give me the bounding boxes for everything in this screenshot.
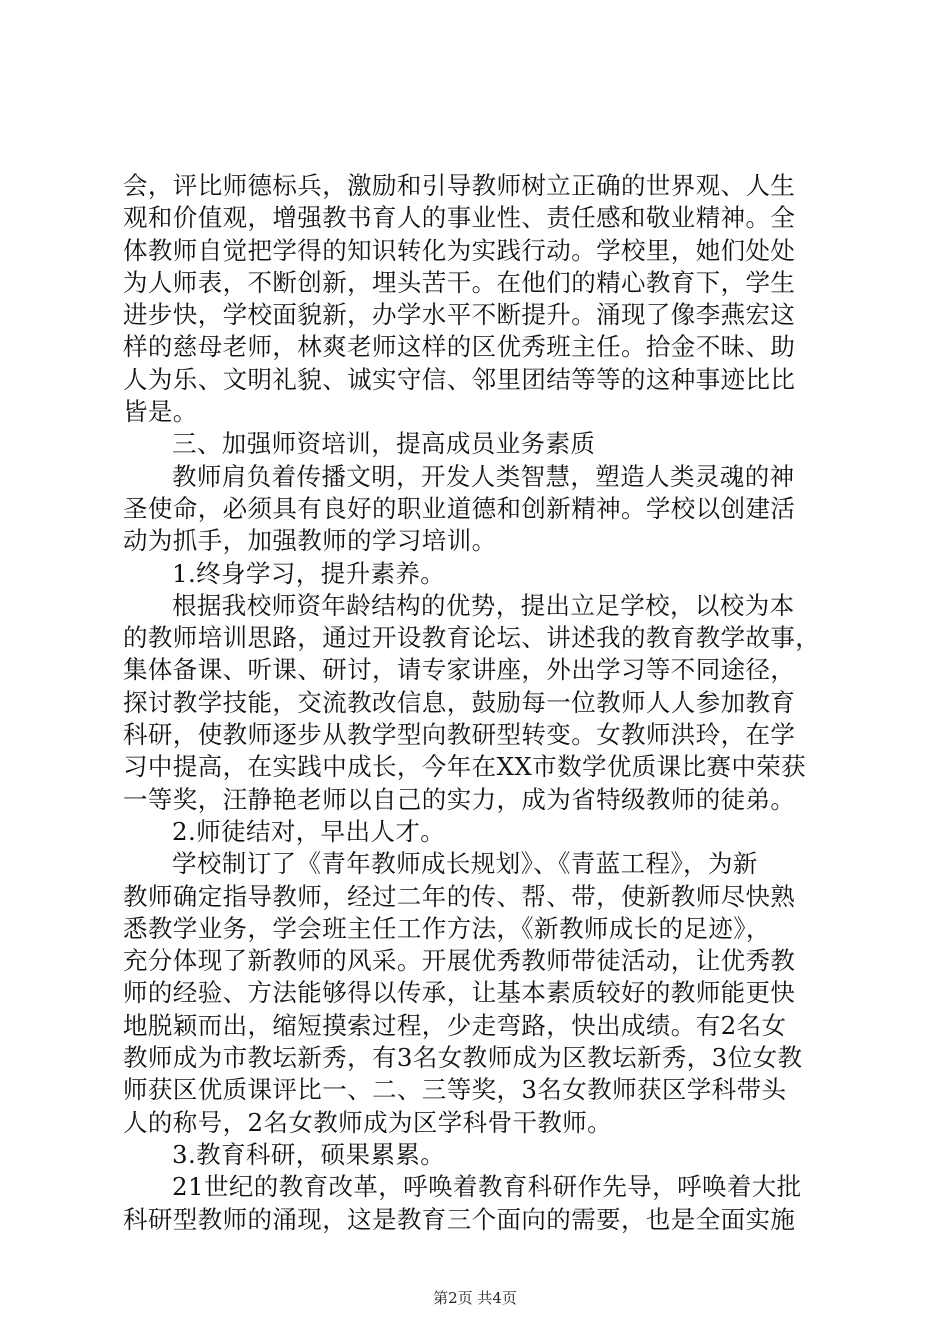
text-line: 的教师培训思路，通过开设教育论坛、讲述我的教育教学故事， (123, 623, 821, 653)
text-line: 习中提高，在实践中成长，今年在XX市数学优质课比赛中荣获 (123, 752, 807, 782)
text-line: 圣使命，必须具有良好的职业道德和创新精神。学校以创建活 (123, 493, 796, 523)
text-line: 进步快，学校面貌新，办学水平不断提升。涌现了像李燕宏这 (123, 300, 796, 330)
document-body (123, 170, 835, 1236)
text-line: 人的称号，2名女教师成为区学科骨干教师。 (123, 1107, 613, 1137)
subsection-heading: 2.师徒结对，早出人才。 (172, 816, 446, 846)
text-line: 教师成为市教坛新秀，有3名女教师成为区教坛新秀，3位女教 (123, 1043, 803, 1073)
text-line: 科研型教师的涌现，这是教育三个面向的需要，也是全面实施 (123, 1204, 796, 1234)
section-heading: 三、加强师资培训，提高成员业务素质 (172, 429, 596, 459)
text-line: 地脱颖而出，缩短摸索过程，少走弯路，快出成绩。有2名女 (123, 1010, 787, 1040)
text-line: 会，评比师德标兵，激励和引导教师树立正确的世界观、人生 (123, 171, 796, 200)
text-line: 师获区优质课评比一、二、三等奖，3名女教师获区学科带头 (123, 1075, 787, 1105)
text-line: 为人师表，不断创新，埋头苦干。在他们的精心教育下，学生 (123, 267, 796, 297)
paragraph-start-line: 21世纪的教育改革，呼唤着教育科研作先导，呼唤着大批 (172, 1172, 802, 1202)
subsection-heading: 1.终身学习，提升素养。 (172, 558, 446, 588)
text-line: 探讨教学技能，交流教改信息，鼓励每一位教师人人参加教育 (123, 687, 796, 717)
text-line: 充分体现了新教师的风采。开展优秀教师带徒活动，让优秀教 (123, 946, 796, 976)
text-line: 一等奖，汪静艳老师以自己的实力，成为省特级教师的徒弟。 (123, 784, 796, 814)
paragraph-start-line: 根据我校师资年龄结构的优势，提出立足学校，以校为本 (172, 590, 795, 620)
page-footer: 第2页 共4页 (433, 1289, 517, 1307)
text-line: 集体备课、听课、研讨，请专家讲座，外出学习等不同途径， (123, 655, 796, 685)
text-line: 观和价值观，增强教书育人的事业性、责任感和敬业精神。全 (123, 203, 796, 233)
text-line: 科研，使教师逐步从教学型向教研型转变。女教师洪玲，在学 (123, 720, 796, 750)
text-line: 师的经验、方法能够得以传承，让基本素质较好的教师能更快 (123, 978, 796, 1008)
subsection-heading: 3.教育科研，硕果累累。 (172, 1139, 446, 1169)
text-line: 体教师自觉把学得的知识转化为实践行动。学校里，她们处处 (123, 235, 796, 265)
text-line: 悉教学业务，学会班主任工作方法，《新教师成长的足迹》， (123, 913, 771, 943)
paragraph-start-line: 教师肩负着传播文明，开发人类智慧，塑造人类灵魂的神 (172, 461, 795, 491)
paragraph-start-line: 学校制订了《青年教师成长规划》、《青蓝工程》，为新 (172, 849, 758, 879)
text-line: 动为抓手，加强教师的学习培训。 (123, 526, 497, 556)
text-line: 皆是。 (123, 397, 198, 427)
text-line: 教师确定指导教师，经过二年的传、帮、带，使新教师尽快熟 (123, 881, 796, 911)
text-line: 样的慈母老师，林爽老师这样的区优秀班主任。拾金不昧、助 (123, 332, 796, 362)
text-line: 人为乐、文明礼貌、诚实守信、邻里团结等等的这种事迹比比 (123, 364, 796, 394)
